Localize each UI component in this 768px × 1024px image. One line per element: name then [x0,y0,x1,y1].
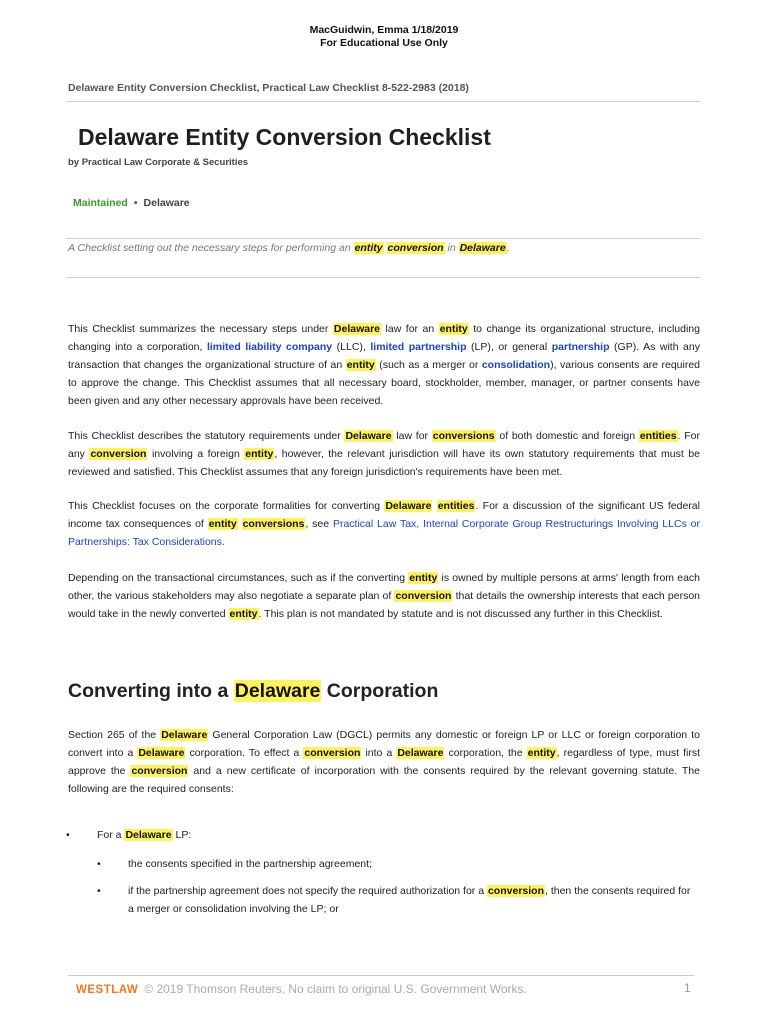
heading-text: Corporation [321,680,439,702]
text: of both domestic and foreign [495,430,639,442]
text: . This plan is not mandated by statute and is not discussed any further in this Checklist. [258,608,663,620]
text: into a [361,747,397,759]
keyword-highlight: entity [409,572,438,584]
bullet-marker: • [97,885,101,897]
keyword-highlight: conversion [304,747,361,759]
keyword-highlight: entities [437,500,475,512]
text: corporation. To effect a [185,747,304,759]
text: , however, the relevant jurisdiction will have its own statutory requirements that must be reviewed and satisfied. This Checklist assumes that any foreign jurisdiction's requirements have been met. [68,448,700,478]
partnership-link[interactable]: partnership [551,341,610,353]
maintained-badge: Maintained [73,197,128,209]
keyword-highlight: Delaware [161,729,208,741]
text: to change its organizational structure, including changing into a corporation, [68,323,700,353]
text: Depending on the transactional circumstances, such as if the converting [68,572,409,584]
keyword-highlight: Delaware [397,747,444,759]
text: (such as a merger or [375,359,482,371]
paragraph-intro [68,320,700,410]
heading-text: Converting into a [68,680,234,702]
keyword-highlight: conversions [242,518,305,530]
abstract-text: in [444,242,459,254]
keyword-highlight: conversion [90,448,147,460]
text: the consents specified in the partnership agreement; [128,858,372,870]
keyword-highlight: entity [354,242,383,254]
bullet-marker: • [97,858,101,870]
text: , then the consents required for a merger or consolidation involving the LP; or [128,885,691,915]
keyword-highlight: Delaware [385,500,432,512]
print-header [0,24,768,50]
section-heading [68,680,438,703]
text: law for an [381,323,439,335]
text: ), various consents are required to approve the change. This Checklist assumes that all necessary board, stockholder, member, manager, or partner consents have been given and any other necessary approvals have been received. [68,359,701,407]
paragraph-statutory [68,427,700,481]
text: (GP). As with any transaction that changes the organizational structure of an [68,341,700,371]
text: . [221,536,225,548]
text: , see [305,518,333,530]
paragraph-section-265 [68,726,700,798]
keyword-highlight: Delaware [333,323,381,335]
text: if the partnership agreement does not specify the required authorization for a [128,885,487,897]
jurisdiction-link[interactable]: Delaware [143,197,190,209]
text: law for [392,430,432,442]
list-item [97,882,697,918]
text: and a new certificate of incorporation with the consents required by the relevant governing statute. The following are the required consents: [68,765,700,795]
keyword-highlight: Delaware [459,242,506,254]
divider [66,101,700,102]
text: This Checklist focuses on the corporate formalities for converting [68,500,385,512]
keyword-highlight: Delaware [234,680,321,702]
westlaw-logo: WESTLAW [76,984,139,996]
text: Section 265 of the [68,729,161,741]
page-title: Delaware Entity Conversion Checklist [78,124,491,150]
separator-dot: • [133,197,138,209]
text: involving a foreign [147,448,245,460]
keyword-highlight: entity [346,359,375,371]
keyword-highlight: entity [245,448,274,460]
bullet-marker: • [66,829,70,841]
text: This Checklist summarizes the necessary steps under [68,323,333,335]
divider [66,277,700,278]
footer-divider [68,975,694,976]
byline: by Practical Law Corporate & Securities [68,157,249,168]
abstract-text: . [506,242,510,254]
text: . For any [68,430,700,460]
list-item [66,826,696,844]
keyword-highlight: entities [639,430,677,442]
consolidation-link[interactable]: consolidation [481,359,551,371]
abstract-text: A Checklist setting out the necessary steps for performing an [68,242,354,254]
footer [76,982,527,996]
keyword-highlight: conversion [487,885,544,897]
abstract [68,242,510,254]
text: This Checklist describes the statutory requirements under [68,430,345,442]
text: , regardless of type, must first approve the [68,747,701,777]
text: that details the ownership interests that each person would take in the newly converted [68,590,701,620]
text: is owned by multiple persons at arms' length from each other, the various stakeholders may also negotiate a separate plan of [68,572,701,602]
tax-resource-link[interactable]: Practical Law Tax, Internal Corporate Group Restructurings Involving LLCs or Partnerships: Tax Considerations [68,518,700,548]
text: (LP), or general [466,341,552,353]
text: corporation, the [444,747,527,759]
usage-notice: For Educational Use Only [320,37,448,49]
list-item [97,855,697,873]
keyword-highlight: Delaware [138,747,185,759]
paragraph-plan [68,569,700,623]
keyword-highlight: entity [527,747,556,759]
keyword-highlight: entity [208,518,237,530]
text: . For a discussion of the significant US federal income tax consequences of [68,500,700,530]
text: LP: [172,829,192,841]
keyword-highlight: conversion [387,242,444,254]
paragraph-tax [68,497,700,551]
page-number: 1 [684,981,691,995]
copyright-text: © 2019 Thomson Reuters. No claim to original U.S. Government Works. [144,982,527,996]
keyword-highlight: entity [229,608,258,620]
citation-line: Delaware Entity Conversion Checklist, Practical Law Checklist 8-522-2983 (2018) [68,82,469,94]
divider [66,238,700,239]
user-date-line: MacGuidwin, Emma 1/18/2019 [309,24,459,36]
status-row [73,197,190,209]
keyword-highlight: Delaware [125,829,172,841]
text: (LLC), [332,341,371,353]
keyword-highlight: conversion [131,765,188,777]
keyword-highlight: conversions [432,430,495,442]
text: General Corporation Law (DGCL) permits any domestic or foreign LP or LLC or foreign corporation to convert into a [68,729,700,759]
text: For a [97,829,125,841]
llc-link[interactable]: limited liability company [206,341,333,353]
keyword-highlight: conversion [395,590,452,602]
keyword-highlight: Delaware [345,430,392,442]
keyword-highlight: entity [439,323,468,335]
lp-link[interactable]: limited partnership [370,341,467,353]
